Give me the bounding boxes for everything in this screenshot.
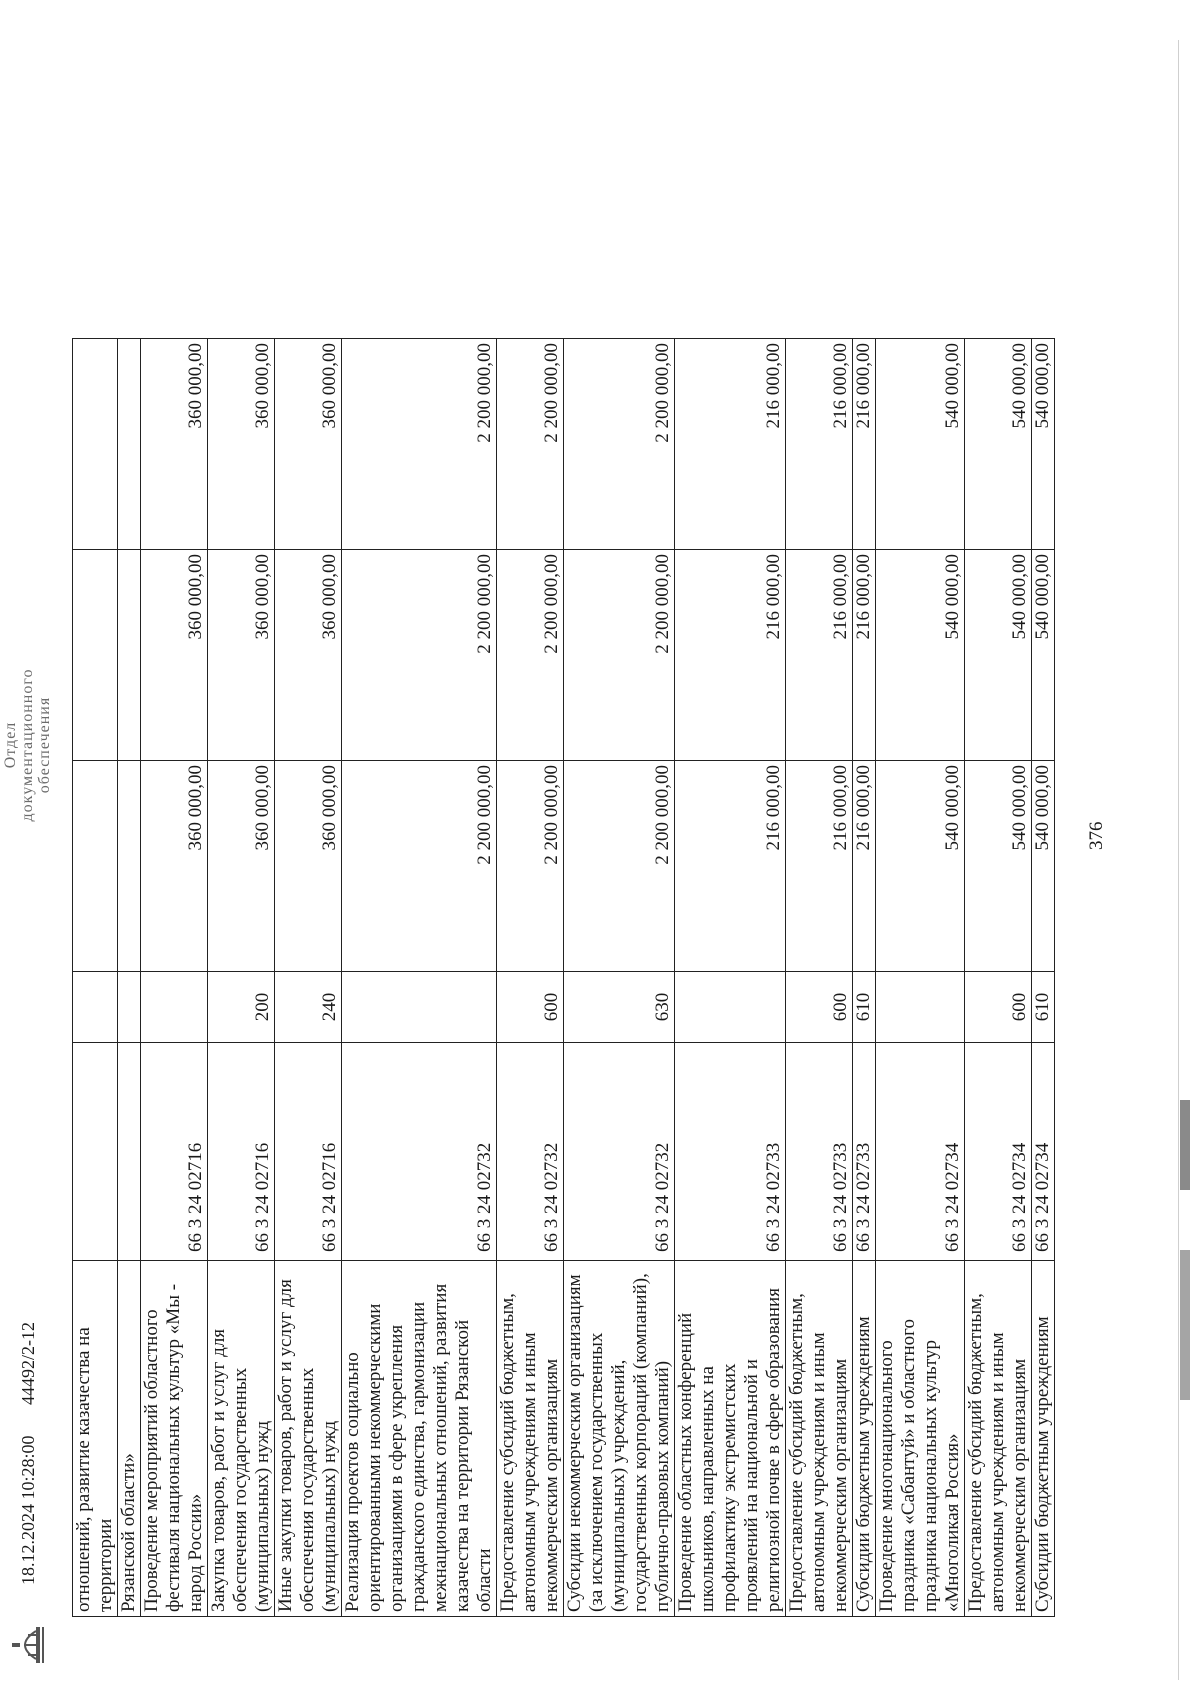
row-amount-2025-cell: 2 200 000,00 [564, 550, 675, 761]
row-amount-2025-cell [118, 550, 141, 761]
row-name-cell: Проведение многонационального праздника «Сабантуй» и областного праздника национальных культур «Многоликая Россия» [876, 1261, 965, 1617]
row-amount-2025-cell: 540 000,00 [876, 550, 965, 761]
row-amount-2024-cell: 2 200 000,00 [564, 761, 675, 972]
row-code-cell [118, 1043, 141, 1261]
row-amount-2026-cell: 360 000,00 [275, 339, 342, 550]
row-name-cell: Рязанской области» [118, 1261, 141, 1617]
row-code-cell: 66 3 24 02732 [497, 1043, 564, 1261]
row-kvr-cell: 240 [275, 972, 342, 1043]
row-amount-2025-cell: 360 000,00 [141, 550, 208, 761]
row-amount-2025-cell: 216 000,00 [675, 550, 786, 761]
footer-timestamp: 18.12.2024 10:28:00 [18, 1435, 38, 1585]
row-code-cell: 66 3 24 02716 [275, 1043, 342, 1261]
row-amount-2024-cell: 2 200 000,00 [497, 761, 564, 972]
row-amount-2024-cell: 216 000,00 [786, 761, 853, 972]
row-name-cell: Субсидии некоммерческим организациям (за исключением государственных (муниципальных) учреждений, государственных корпораций (компаний), публично-правовых компаний) [564, 1261, 675, 1617]
row-amount-2024-cell: 540 000,00 [876, 761, 965, 972]
row-kvr-cell: 200 [208, 972, 275, 1043]
row-kvr-cell [342, 972, 497, 1043]
table-row [853, 339, 876, 1617]
row-amount-2026-cell: 360 000,00 [141, 339, 208, 550]
row-amount-2025-cell: 216 000,00 [786, 550, 853, 761]
table-row [564, 339, 675, 1617]
table-row [786, 339, 853, 1617]
row-amount-2025-cell: 360 000,00 [275, 550, 342, 761]
row-kvr-cell [118, 972, 141, 1043]
row-amount-2026-cell [73, 339, 118, 550]
row-amount-2026-cell: 2 200 000,00 [497, 339, 564, 550]
row-name-cell: Субсидии бюджетным учреждениям [853, 1261, 876, 1617]
row-amount-2024-cell: 540 000,00 [1032, 761, 1055, 972]
row-amount-2024-cell [118, 761, 141, 972]
row-amount-2026-cell: 216 000,00 [853, 339, 876, 550]
row-amount-2026-cell: 2 200 000,00 [342, 339, 497, 550]
row-amount-2026-cell: 540 000,00 [876, 339, 965, 550]
table-row [497, 339, 564, 1617]
table-row [342, 339, 497, 1617]
row-amount-2024-cell: 216 000,00 [853, 761, 876, 972]
row-amount-2026-cell: 540 000,00 [1032, 339, 1055, 550]
department-stamp [2, 655, 53, 835]
row-name-cell: Иные закупки товаров, работ и услуг для обеспечения государственных (муниципальных) нужд [275, 1261, 342, 1617]
row-name-cell: Проведение мероприятий областного фестиваля национальных культур «Мы - народ России» [141, 1261, 208, 1617]
row-name-cell: Проведение областных конференций школьников, направленных на профилактику экстремистских проявлений на национальной и религиозной почве в сфере образования [675, 1261, 786, 1617]
table-row [1032, 339, 1055, 1617]
row-kvr-cell [675, 972, 786, 1043]
row-amount-2025-cell: 540 000,00 [1032, 550, 1055, 761]
row-kvr-cell [141, 972, 208, 1043]
row-name-cell: Субсидии бюджетным учреждениям [1032, 1261, 1055, 1617]
row-code-cell: 66 3 24 02733 [675, 1043, 786, 1261]
row-amount-2026-cell: 216 000,00 [675, 339, 786, 550]
table-row [208, 339, 275, 1617]
row-amount-2024-cell: 360 000,00 [208, 761, 275, 972]
row-code-cell: 66 3 24 02732 [342, 1043, 497, 1261]
table-row [141, 339, 208, 1617]
row-code-cell: 66 3 24 02732 [564, 1043, 675, 1261]
table-row [876, 339, 965, 1617]
row-amount-2025-cell: 2 200 000,00 [497, 550, 564, 761]
row-name-cell: Предоставление субсидий бюджетным, автономным учреждениям и иным некоммерческим организациям [497, 1261, 564, 1617]
row-name-cell: отношений, развитие казачества на территории [73, 1261, 118, 1617]
row-amount-2025-cell: 540 000,00 [965, 550, 1032, 761]
row-amount-2024-cell: 360 000,00 [275, 761, 342, 972]
row-kvr-cell: 630 [564, 972, 675, 1043]
row-kvr-cell: 610 [853, 972, 876, 1043]
row-name-cell: Предоставление субсидий бюджетным, автономным учреждениям и иным некоммерческим организациям [786, 1261, 853, 1617]
row-amount-2026-cell [118, 339, 141, 550]
table-row [275, 339, 342, 1617]
row-amount-2024-cell: 2 200 000,00 [342, 761, 497, 972]
row-amount-2026-cell: 360 000,00 [208, 339, 275, 550]
row-amount-2024-cell: 360 000,00 [141, 761, 208, 972]
row-kvr-cell: 610 [1032, 972, 1055, 1043]
row-amount-2025-cell: 2 200 000,00 [342, 550, 497, 761]
row-name-cell: Предоставление субсидий бюджетным, автономным учреждениям и иным некоммерческим организациям [965, 1261, 1032, 1617]
scan-edge-line [1178, 40, 1179, 1680]
row-name-cell: Закупка товаров, работ и услуг для обеспечения государственных (муниципальных) нужд [208, 1261, 275, 1617]
row-amount-2026-cell: 2 200 000,00 [564, 339, 675, 550]
row-amount-2025-cell: 216 000,00 [853, 550, 876, 761]
stamp-line-1: Отдел документационного [2, 668, 36, 822]
row-amount-2024-cell: 540 000,00 [965, 761, 1032, 972]
table-row [965, 339, 1032, 1617]
row-amount-2025-cell [73, 550, 118, 761]
table-body [73, 339, 1055, 1617]
row-code-cell: 66 3 24 02716 [141, 1043, 208, 1261]
stamp-line-2: обеспечения [36, 696, 53, 794]
row-kvr-cell [73, 972, 118, 1043]
row-name-cell: Реализация проектов социально ориентированными некоммерческими организациями в сфере укрепления гражданского единства, гармонизации межнациональных отношений, развития казачества на территории Рязанской области [342, 1261, 497, 1617]
row-amount-2024-cell [73, 761, 118, 972]
row-code-cell: 66 3 24 02733 [786, 1043, 853, 1261]
row-code-cell: 66 3 24 02733 [853, 1043, 876, 1261]
footer-document-code: 44492/2-12 [18, 1322, 38, 1405]
emblem-icon [6, 1623, 50, 1667]
row-kvr-cell: 600 [965, 972, 1032, 1043]
scan-artifact [1180, 1250, 1190, 1400]
table-row [675, 339, 786, 1617]
row-code-cell: 66 3 24 02716 [208, 1043, 275, 1261]
row-amount-2025-cell: 360 000,00 [208, 550, 275, 761]
row-code-cell: 66 3 24 02734 [965, 1043, 1032, 1261]
row-code-cell [73, 1043, 118, 1261]
row-kvr-cell: 600 [497, 972, 564, 1043]
row-amount-2026-cell: 540 000,00 [965, 339, 1032, 550]
scan-artifact [1180, 1100, 1190, 1190]
row-code-cell: 66 3 24 02734 [1032, 1043, 1055, 1261]
row-amount-2026-cell: 216 000,00 [786, 339, 853, 550]
row-kvr-cell [876, 972, 965, 1043]
row-amount-2024-cell: 216 000,00 [675, 761, 786, 972]
budget-table [72, 338, 1055, 1617]
row-kvr-cell: 600 [786, 972, 853, 1043]
page-number: 376 [1086, 821, 1107, 850]
row-code-cell: 66 3 24 02734 [876, 1043, 965, 1261]
table-row [73, 339, 118, 1617]
table-row [118, 339, 141, 1617]
